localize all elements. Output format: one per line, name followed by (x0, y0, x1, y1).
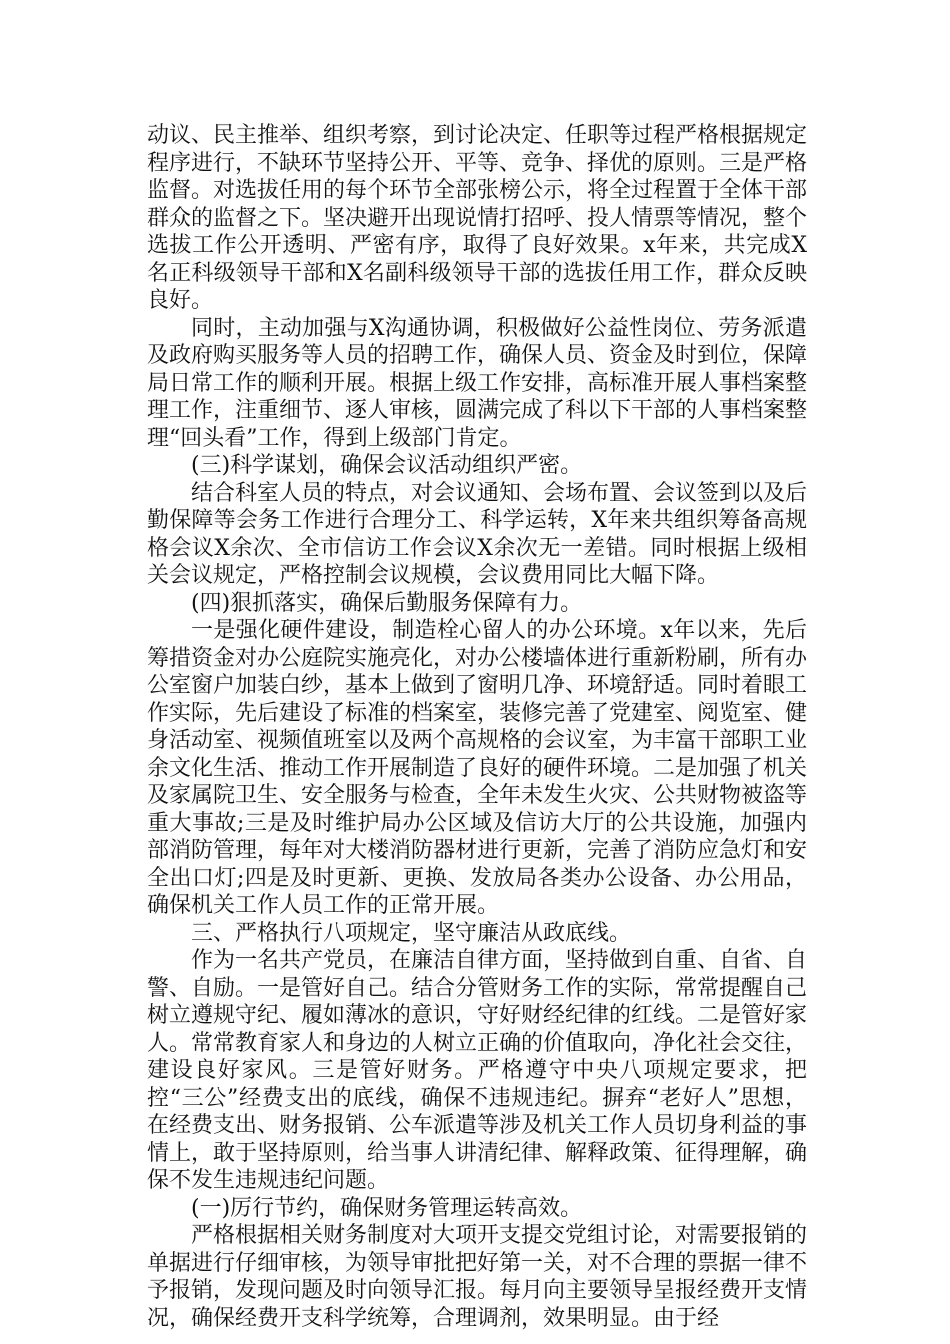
section-heading: (三)科学谋划，确保会议活动组织严密。 (191, 453, 583, 478)
paragraph: 结合科室人员的特点，对会议通知、会场布置、会议签到以及后勤保障等会务工作进行合理分工、科学运转，X年来共组织筹备高规格会议X余次、全市信访工作会议X余次无一差错。同时根据上级相关会议规定，严格控制会议规模，会议费用同比大幅下降。 (147, 480, 808, 588)
paragraph: 动议、民主推举、组织考察，到讨论决定、任职等过程严格根据规定程序进行，不缺环节坚持公开、平等、竞争、择优的原则。三是严格监督。对选拔任用的每个环节全部张榜公示，将全过程置于全体干部群众的监督之下。坚决避开出现说情打招呼、投人情票等情况，整个选拔工作公开透明、严密有序，取得了良好效果。x年来，共完成X名正科级领导干部和X名副科级领导干部的选拔任用工作，群众反映良好。 (147, 123, 808, 313)
section-heading: 三、严格执行八项规定，坚守廉洁从政底线。 (191, 920, 632, 946)
paragraph: 严格根据相关财务制度对大项开支提交党组讨论，对需要报销的单据进行仔细审核，为领导审批把好第一关，对不合理的票据一律不予报销，发现问题及时向领导汇报。每月向主要领导呈报经费开支情况，确保经费开支科学统筹，合理调剂，效果明显。由于经 (147, 1223, 808, 1331)
paragraph: 作为一名共产党员，在廉洁自律方面，坚持做到自重、自省、自警、自励。一是管好自己。结合分管财务工作的实际，常常提醒自己树立遵规守纪、履如薄冰的意识，守好财经纪律的红线。二是管好家人。常常教育家人和身边的人树立正确的价值取向，净化社会交往，建设良好家风。三是管好财务。严格遵守中央八项规定要求，把控“三公”经费支出的底线，确保不违规违纪。摒弃“老好人”思想，在经费支出、财务报销、公车派遣等涉及机关工作人员切身利益的事情上，敢于坚持原则，给当事人讲清纪律、解释政策、征得理解，确保不发生违规违纪问题。 (147, 948, 808, 1193)
section-heading: (一)厉行节约，确保财务管理运转高效。 (191, 1195, 583, 1221)
document-body (147, 122, 807, 1332)
paragraph: 同时，主动加强与X沟通协调，积极做好公益性岗位、劳务派遣及政府购买服务等人员的招聘工作，确保人员、资金及时到位，保障局日常工作的顺利开展。根据上级工作安排，高标准开展人事档案整理工作，注重细节、逐人审核，圆满完成了科以下干部的人事档案整理“回头看”工作，得到上级部门肯定。 (147, 315, 808, 451)
section-heading: (四)狠抓落实，确保后勤服务保障有力。 (191, 590, 583, 616)
paragraph: 一是强化硬件建设，制造栓心留人的办公环境。x年以来，先后筹措资金对办公庭院实施亮化，对办公楼墙体进行重新粉刷，所有办公室窗户加装白纱，基本上做到了窗明几净、环境舒适。同时着眼工作实际，先后建设了标准的档案室，装修完善了党建室、阅览室、健身活动室、视频值班室以及两个高规格的会议室，为丰富干部职工业余文化生活、推动工作开展制造了良好的硬件环境。二是加强了机关及家属院卫生、安全服务与检查，全年未发生火灾、公共财物被盗等重大事故;三是及时维护局办公区域及信访大厅的公共设施，加强内部消防管理，每年对大楼消防器材进行更新，完善了消防应急灯和安全出口灯;四是及时更新、更换、发放局各类办公设备、办公用品，确保机关工作人员工作的正常开展。 (147, 618, 808, 918)
